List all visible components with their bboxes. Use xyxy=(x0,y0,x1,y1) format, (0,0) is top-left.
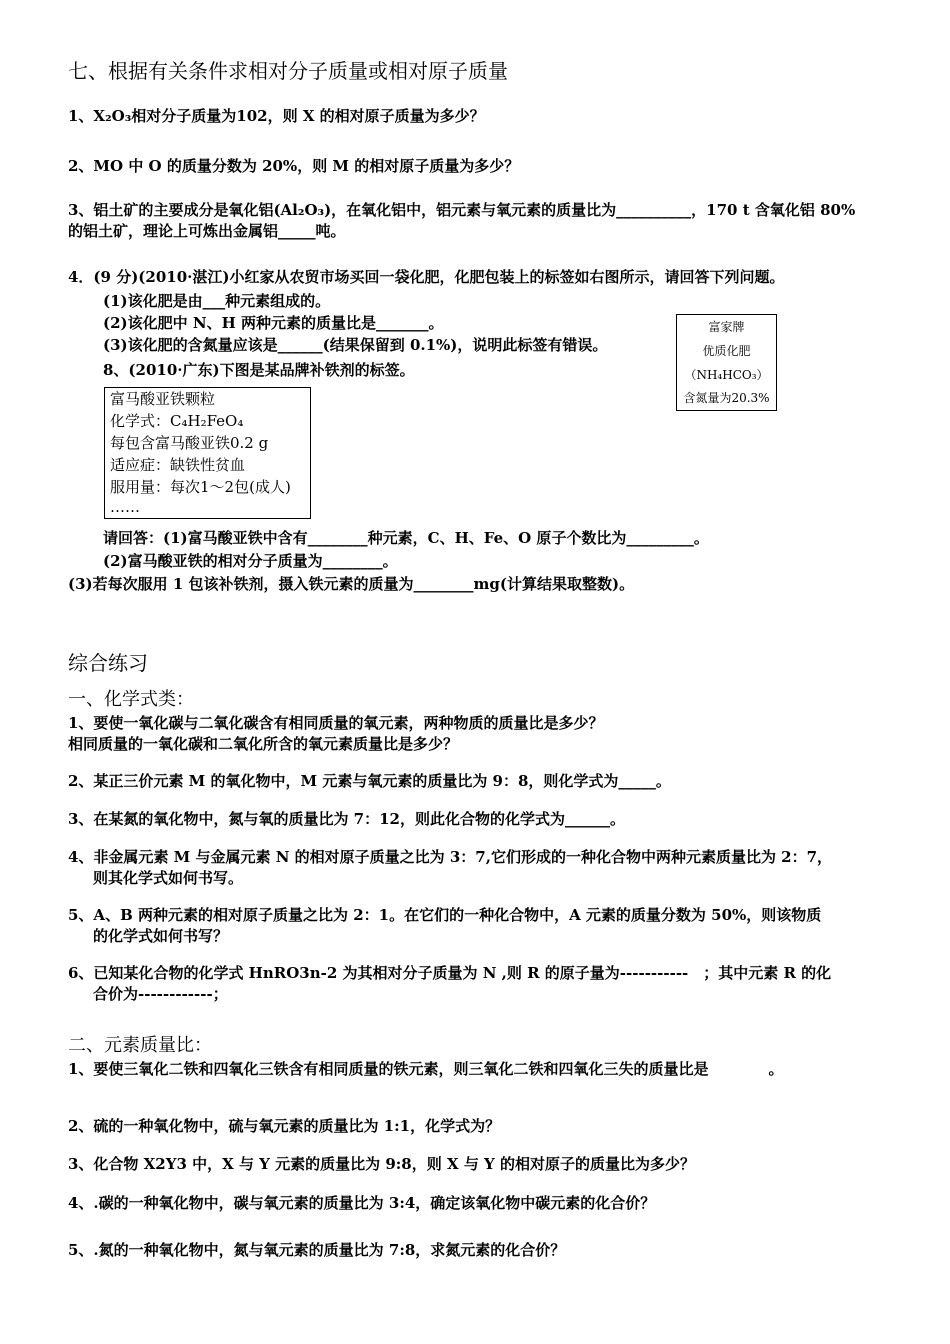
question-4-title: 4．(9 分)(2010·湛江)小红家从农贸市场买回一袋化肥，化肥包装上的标签如右图所示，请回答下列问题。 xyxy=(68,268,785,286)
fertilizer-label xyxy=(676,314,777,411)
iron-label-line: 化学式：C₄H₂FeO₄ xyxy=(110,412,244,430)
iron-label-line: 适应症：缺铁性贫血 xyxy=(110,456,246,474)
part-1-question-6-line-1: 6、已知某化合物的化学式 HnRO3n-2 为其相对分子质量为 N ,则 R 的原子量为----------- ；其中元素 R 的化 xyxy=(68,964,832,982)
part-1-question-3: 3、在某氮的氧化物中，氮与氧的质量比为 7：12，则此化合物的化学式为______。 xyxy=(68,810,625,828)
part-1-question-4-line-2: 则其化学式如何书写。 xyxy=(93,869,244,887)
part-2-title: 二、元素质量比： xyxy=(68,1035,212,1056)
part-2-question-5: 5、.氮的一种氧化物中，氮与氧元素的质量比为 7:8，求氮元素的化合价？ xyxy=(68,1241,566,1259)
part-2-question-1: 1、要使三氧化二铁和四氧化三铁含有相同质量的铁元素，则三氧化二铁和四氧化三失的质量比是 。 xyxy=(68,1060,784,1078)
section-title: 七、根据有关条件求相对分子质量或相对原子质量 xyxy=(68,59,508,83)
part-1-question-5-line-2: 的化学式如何书写？ xyxy=(93,927,229,945)
question-3-line-1: 3、铝土矿的主要成分是氧化铝(Al₂O₃)，在氧化铝中，铝元素与氧元素的质量比为__________，170 t 含氧化铝 80% xyxy=(68,201,856,219)
part-2-question-4: 4、.碳的一种氧化物中，碳与氧元素的质量比为 3:4，确定该氧化物中碳元素的化合价？ xyxy=(68,1194,656,1212)
question-1: 1、X₂O₃相对分子质量为102，则 X 的相对原子质量为多少？ xyxy=(68,107,485,125)
part-1-question-2: 2、某正三价元素 M 的氧化物中，M 元素与氧元素的质量比为 9：8，则化学式为_____。 xyxy=(68,772,671,790)
part-1-question-1-line-2: 相同质量的一氧化碳和二氧化所含的氧元素质量比是多少？ xyxy=(68,735,459,753)
question-8-part-1: 请回答：(1)富马酸亚铁中含有________种元素，C、H、Fe、O 原子个数比为_________。 xyxy=(103,529,709,547)
question-8-title: 8、(2010·广东)下图是某品牌补铁剂的标签。 xyxy=(103,361,415,379)
question-2: 2、MO 中 O 的质量分数为 20%，则 M 的相对原子质量为多少？ xyxy=(68,157,520,175)
fertilizer-label-line: 优质化肥 xyxy=(702,344,751,358)
question-4-part-1: (1)该化肥是由___种元素组成的。 xyxy=(103,292,331,310)
question-4-part-3: (3)该化肥的含氮量应该是______(结果保留到 0.1%)，说明此标签有错误。 xyxy=(103,336,608,354)
part-1-title: 一、化学式类： xyxy=(68,689,194,710)
part-2-question-2: 2、硫的一种氧化物中，硫与氧元素的质量比为 1:1，化学式为？ xyxy=(68,1117,501,1135)
part-1-question-6-line-2: 合价为------------； xyxy=(93,985,228,1003)
iron-label-line: …… xyxy=(110,498,140,516)
part-1-question-5-line-1: 5、A、B 两种元素的相对原子质量之比为 2：1。在它们的一种化合物中，A 元素的质量分数为 50%，则该物质 xyxy=(68,906,822,924)
iron-label-line: 富马酸亚铁颗粒 xyxy=(110,390,216,408)
question-4-part-2: (2)该化肥中 N、H 两种元素的质量比是_______。 xyxy=(103,314,444,332)
practice-title: 综合练习 xyxy=(68,651,148,675)
iron-label-line: 每包含富马酸亚铁0.2 g xyxy=(110,434,269,452)
question-8-part-3: (3)若每次服用 1 包该补铁剂，摄入铁元素的质量为________mg(计算结果取整数)。 xyxy=(68,575,635,593)
part-1-question-4-line-1: 4、非金属元素 M 与金属元素 N 的相对原子质量之比为 3：7,它们形成的一种化合物中两种元素质量比为 2：7， xyxy=(68,848,833,866)
part-2-question-3: 3、化合物 X2Y3 中，X 与 Y 元素的质量比为 9:8，则 X 与 Y 的相对原子的质量比为多少？ xyxy=(68,1155,695,1173)
iron-label-line: 服用量：每次1～2包(成人) xyxy=(110,478,291,496)
question-3-line-2: 的铝土矿，理论上可炼出金属铝_____吨。 xyxy=(68,222,346,240)
question-8-part-2: (2)富马酸亚铁的相对分子质量为________。 xyxy=(103,552,398,570)
part-1-question-1-line-1: 1、要使一氧化碳与二氧化碳含有相同质量的氧元素，两种物质的质量比是多少？ xyxy=(68,714,604,732)
fertilizer-label-line: 含氮量为20.3% xyxy=(683,391,770,405)
iron-supplement-label xyxy=(104,387,311,519)
fertilizer-label-line: 富家牌 xyxy=(708,320,745,334)
fertilizer-label-line: （NH₄HCO₃） xyxy=(684,368,769,382)
